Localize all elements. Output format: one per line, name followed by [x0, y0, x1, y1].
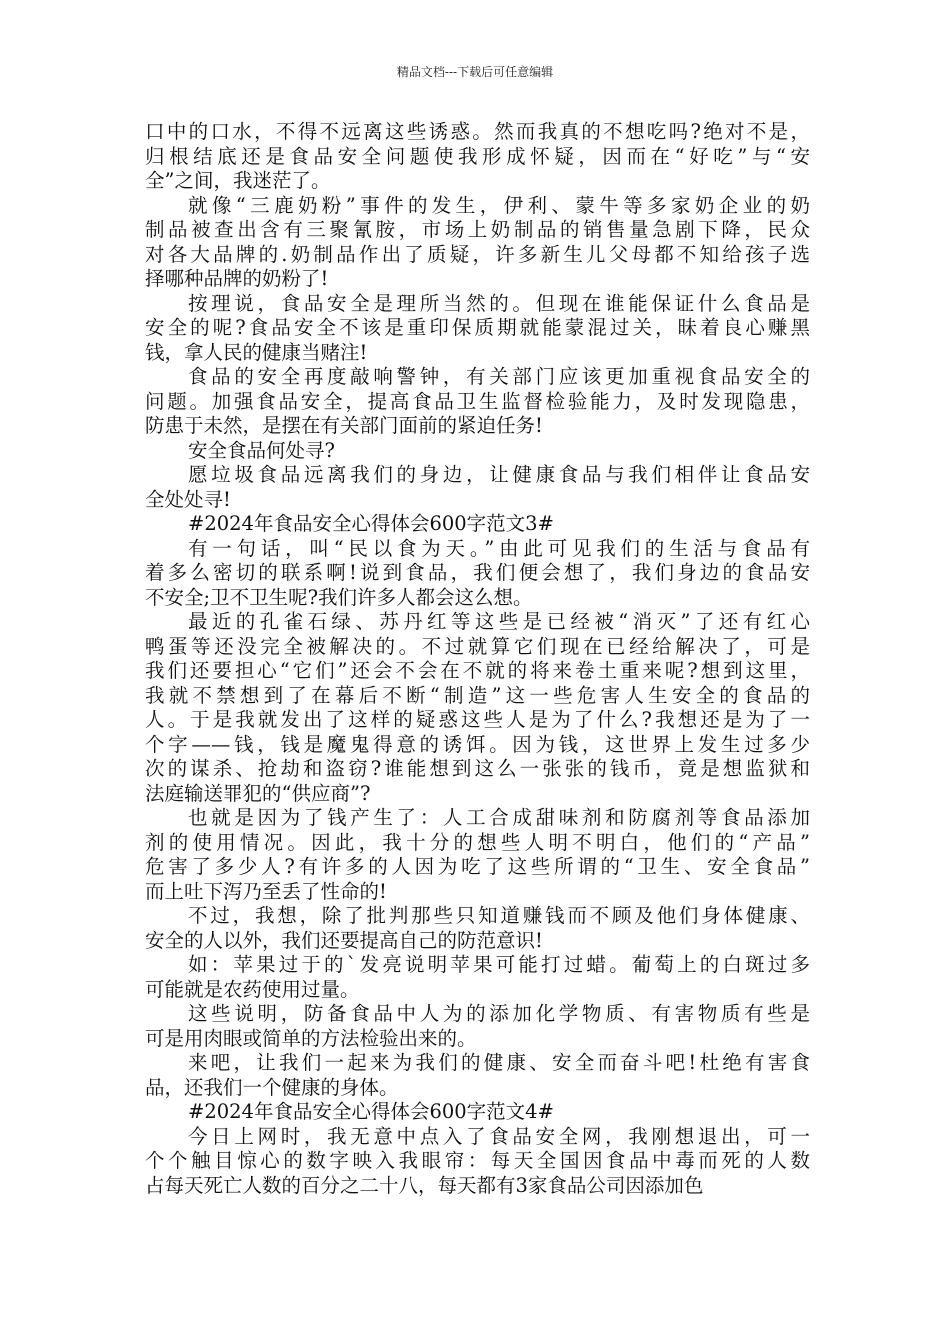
text-line: 择哪种品牌的奶粉了!: [145, 267, 329, 290]
text-line: 口中的口水，不得不远离这些诱惑。然而我真的不想吃吗?绝对不是，: [145, 120, 810, 143]
text-line: 问题。加强食品安全，提高食品卫生监督检验能力，及时发现隐患，: [145, 389, 810, 413]
document-body: [145, 120, 810, 1198]
text-line: 不过，我想，除了批判那些只知道赚钱而不顾及他们身体健康、: [188, 904, 810, 927]
text-line: #2024年食品安全心得体会600字范文3#: [188, 512, 554, 535]
paragraph: [145, 610, 810, 806]
text-line: 危害了多少人?有许多的人因为吃了这些所谓的“卫生、安全食品”: [145, 855, 810, 878]
text-line: 愿垃圾食品远离我们的身边，让健康食品与我们相伴让食品安: [188, 463, 810, 486]
text-line: 我就不禁想到了在幕后不断“制造”这一些危害人生安全的食品的: [145, 683, 810, 707]
paragraph: [145, 1002, 810, 1051]
text-line: 这些说明，防备食品中人为的添加化学物质、有害物质有些是: [188, 1002, 810, 1025]
text-line: 安全的呢?食品安全不该是重印保质期就能蒙混过关，昧着良心赚黑: [145, 316, 810, 339]
page-header: 精品文档---下载后可任意编辑: [396, 65, 554, 79]
text-line: 来吧，让我们一起来为我们的健康、安全而奋斗吧!杜绝有害食: [188, 1051, 810, 1074]
text-line: 可是用肉眼或简单的方法检验出来的。: [145, 1026, 477, 1050]
text-line: 着多么密切的联系啊!说到食品，我们便会想了，我们身边的食品安: [145, 561, 810, 584]
paragraph: [145, 365, 810, 439]
text-line: 有一句话，叫“民以食为天。”由此可见我们的生活与食品有: [188, 536, 810, 560]
text-line: 次的谋杀、抢劫和盗窃?谁能想到这么一张张的钱币，竟是想监狱和: [145, 757, 810, 780]
paragraph: [145, 439, 810, 464]
text-line: 我们还要担心“它们”还会不会在不就的将来卷土重来呢?想到这里，: [145, 659, 810, 682]
text-line: 钱，拿人民的健康当赌注!: [145, 340, 368, 364]
text-line: 品，还我们一个健康的身体。: [145, 1075, 399, 1099]
paragraph: [145, 806, 810, 904]
paragraph: [145, 537, 810, 611]
text-line: 剂的使用情况。因此，我十分的想些人明不明白，他们的“产品”: [145, 830, 810, 854]
text-line: 个个触目惊心的数字映入我眼帘：每天全国因食品中毒而死的人数: [145, 1149, 810, 1172]
text-line: 对各大品牌的.奶制品作出了质疑，许多新生儿父母都不知给孩子选: [145, 242, 810, 266]
text-line: 如：苹果过于的`发亮说明苹果可能打过蜡。葡萄上的白斑过多: [188, 953, 810, 976]
paragraph: [145, 904, 810, 953]
paragraph: [145, 1125, 810, 1199]
text-line: 食品的安全再度敲响警钟，有关部门应该更加重视食品安全的: [188, 365, 810, 388]
text-line: 归根结底还是食品安全问题使我形成怀疑，因而在“好吃”与“安: [145, 144, 810, 168]
text-line: 不安全;卫不卫生呢?我们许多人都会这么想。: [145, 585, 533, 609]
paragraph: [145, 194, 810, 292]
text-line: 防患于未然，是摆在有关部门面前的紧迫任务!: [145, 414, 543, 437]
paragraph: [145, 463, 810, 512]
text-line: 就像“三鹿奶粉”事件的发生，伊利、蒙牛等多家奶企业的奶: [188, 193, 810, 217]
paragraph: [145, 120, 810, 194]
paragraph: [145, 292, 810, 366]
text-line: 人。于是我就发出了这样的疑惑这些人是为了什么?我想还是为了一: [145, 708, 810, 731]
text-line: 最近的孔雀石绿、苏丹红等这些是已经被“消灭”了还有红心: [188, 610, 810, 633]
text-line: #2024年食品安全心得体会600字范文4#: [188, 1100, 554, 1123]
text-line: 法庭输送罪犯的“供应商”?: [145, 781, 371, 805]
paragraph: [145, 512, 810, 537]
text-line: 而上吐下泻乃至丢了性命的!: [145, 879, 387, 903]
text-line: 占每天死亡人数的百分之二十八，每天都有3家食品公司因添加色: [145, 1173, 704, 1197]
paragraph: [145, 953, 810, 1002]
text-line: 制品被查出含有三聚氰胺，市场上奶制品的销售量急剧下降，民众: [145, 218, 810, 241]
paragraph: [145, 1051, 810, 1100]
text-line: 全”之间，我迷茫了。: [145, 169, 331, 192]
text-line: 个字——钱，钱是魔鬼得意的诱饵。因为钱，这世界上发生过多少: [145, 732, 810, 756]
text-line: 按理说，食品安全是理所当然的。但现在谁能保证什么食品是: [188, 291, 810, 315]
text-line: 安全食品何处寻?: [188, 438, 335, 462]
text-line: 也就是因为了钱产生了：人工合成甜味剂和防腐剂等食品添加: [188, 806, 810, 829]
text-line: 今日上网时，我无意中点入了食品安全网，我刚想退出，可一: [188, 1124, 810, 1148]
paragraph: [145, 1100, 810, 1125]
text-line: 安全的人以外，我们还要提高自己的防范意识!: [145, 928, 543, 952]
text-line: 鸭蛋等还没完全被解决的。不过就算它们现在已经给解决了，可是: [145, 634, 810, 658]
text-line: 全处处寻!: [145, 487, 231, 511]
text-line: 可能就是农药使用过量。: [145, 977, 360, 1001]
